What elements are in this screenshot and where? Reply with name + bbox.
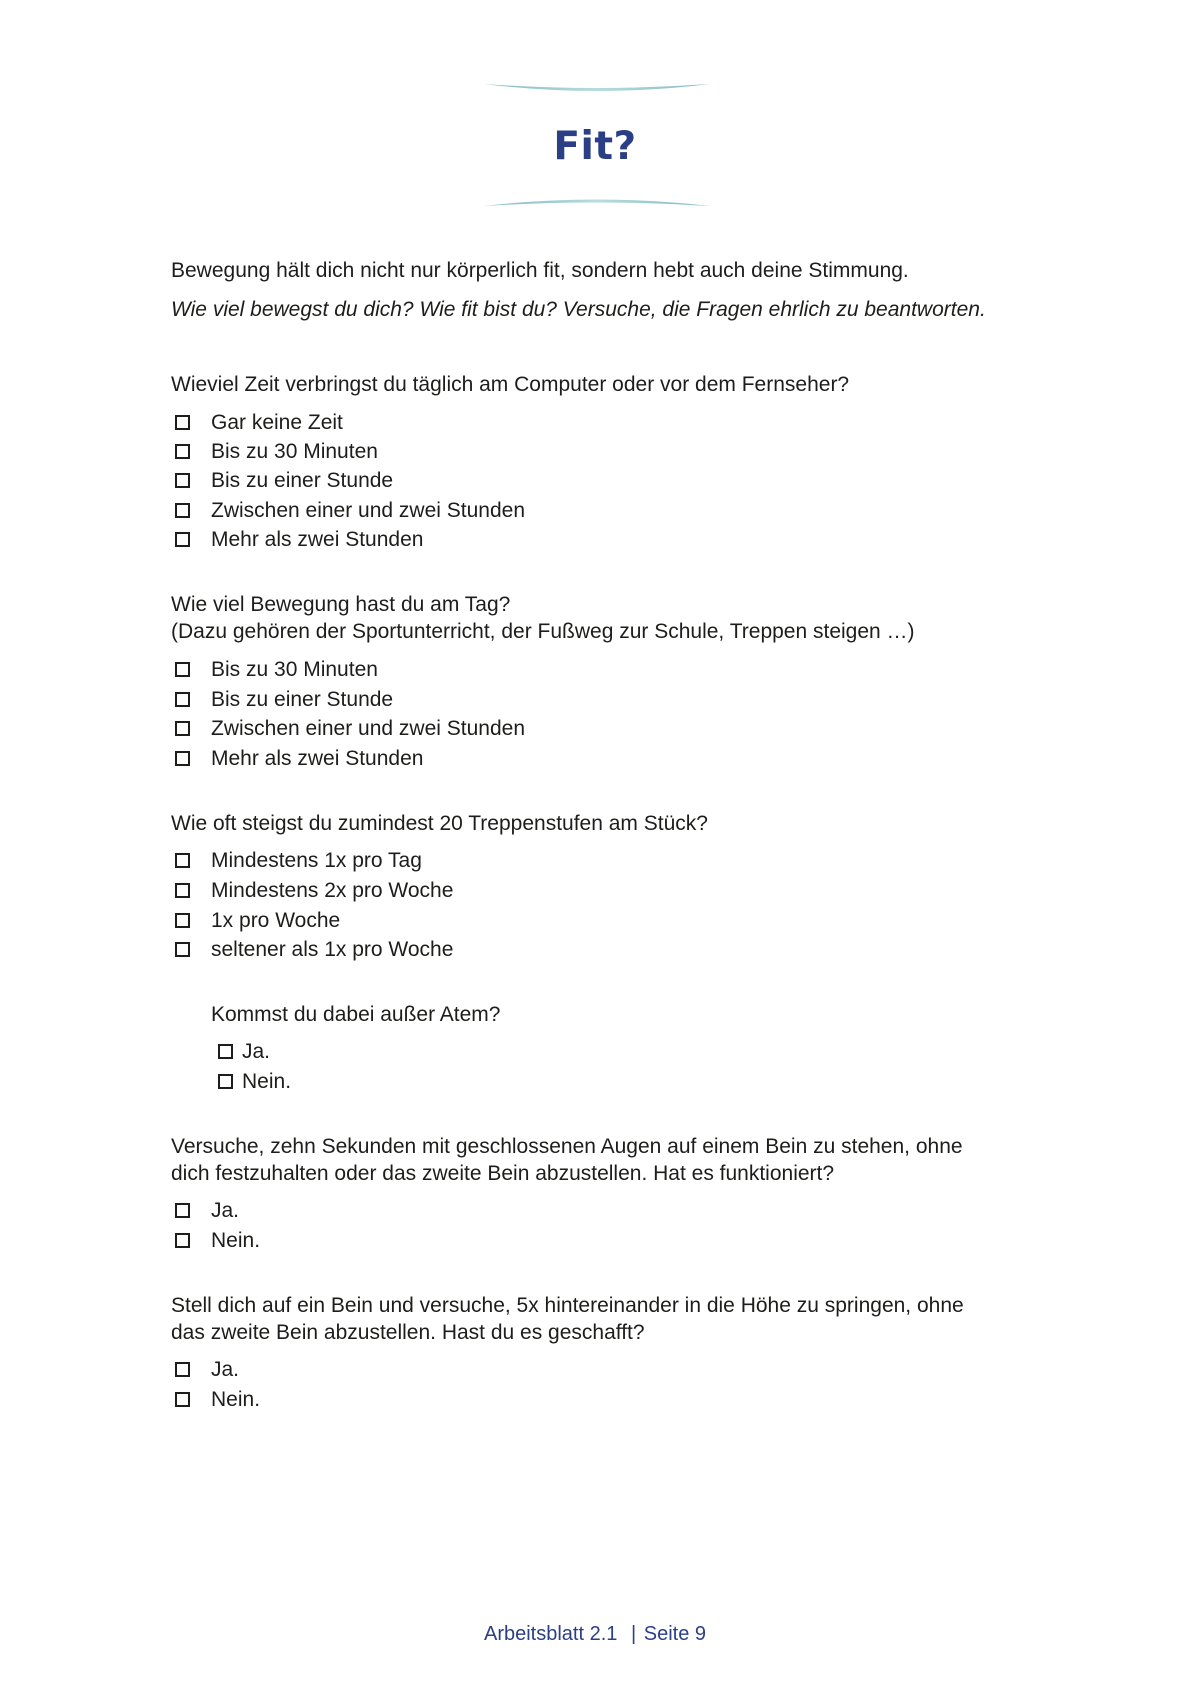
page-number: Seite 9 [643, 1623, 706, 1645]
option-label: seltener als 1x pro Woche [211, 938, 454, 961]
question-2-note: (Dazu gehören der Sportunterricht, der Fußweg zur Schule, Treppen steigen …) [171, 620, 915, 643]
top-decoration-curve [484, 82, 710, 98]
question-5-text-line2: das zweite Bein abzustellen. Hast du es geschafft? [171, 1321, 645, 1344]
option-label: Ja. [242, 1040, 271, 1063]
option-label: Mehr als zwei Stunden [211, 528, 424, 551]
checkbox[interactable] [175, 721, 190, 736]
option-label: Mehr als zwei Stunden [211, 747, 424, 770]
checkbox[interactable] [175, 1233, 190, 1248]
worksheet-label: Arbeitsblatt 2.1 [483, 1623, 618, 1645]
option-label: Ja. [211, 1199, 240, 1222]
checkbox[interactable] [175, 503, 190, 518]
question-2-text: Wie viel Bewegung hast du am Tag? [171, 593, 511, 616]
option-label: Nein. [242, 1070, 292, 1093]
option-label: Bis zu 30 Minuten [211, 440, 378, 463]
option-label: Mindestens 2x pro Woche [211, 879, 454, 902]
option-label: Zwischen einer und zwei Stunden [211, 499, 526, 522]
footer-separator: | [630, 1623, 637, 1645]
option-label: Bis zu einer Stunde [211, 688, 394, 711]
question-5-text-line1: Stell dich auf ein Bein und versuche, 5x hintereinander in die Höhe zu springen, ohne [171, 1294, 964, 1317]
checkbox[interactable] [218, 1044, 233, 1059]
checkbox[interactable] [175, 444, 190, 459]
option-label: Ja. [211, 1358, 240, 1381]
option-label: Nein. [211, 1388, 261, 1411]
intro-instruction: Wie viel bewegst du dich? Wie fit bist du? Versuche, die Fragen ehrlich zu beantworten. [171, 298, 986, 321]
checkbox[interactable] [175, 692, 190, 707]
checkbox[interactable] [175, 415, 190, 430]
checkbox[interactable] [175, 532, 190, 547]
option-label: Mindestens 1x pro Tag [211, 849, 422, 872]
question-1-text: Wieviel Zeit verbringst du täglich am Computer oder vor dem Fernseher? [171, 373, 850, 396]
question-3-sub-text: Kommst du dabei außer Atem? [211, 1003, 501, 1026]
question-4-text-line2: dich festzuhalten oder das zweite Bein abzustellen. Hat es funktioniert? [171, 1162, 835, 1185]
checkbox[interactable] [175, 942, 190, 957]
option-label: Bis zu einer Stunde [211, 469, 394, 492]
option-label: Zwischen einer und zwei Stunden [211, 717, 526, 740]
checkbox[interactable] [175, 853, 190, 868]
checkbox[interactable] [175, 1203, 190, 1218]
option-label: Nein. [211, 1229, 261, 1252]
option-label: 1x pro Woche [211, 909, 341, 932]
checkbox[interactable] [175, 473, 190, 488]
checkbox[interactable] [175, 913, 190, 928]
page-title: Fit? [553, 124, 637, 169]
checkbox[interactable] [175, 1392, 190, 1407]
question-3-text: Wie oft steigst du zumindest 20 Treppenstufen am Stück? [171, 812, 708, 835]
checkbox[interactable] [175, 1362, 190, 1377]
checkbox[interactable] [175, 883, 190, 898]
question-4-text-line1: Versuche, zehn Sekunden mit geschlossenen Augen auf einem Bein zu stehen, ohne [171, 1135, 963, 1158]
page-footer [0, 1623, 1190, 1646]
intro-text: Bewegung hält dich nicht nur körperlich fit, sondern hebt auch deine Stimmung. [171, 259, 909, 282]
checkbox[interactable] [175, 662, 190, 677]
bottom-decoration-curve [484, 193, 710, 209]
checkbox[interactable] [175, 751, 190, 766]
option-label: Bis zu 30 Minuten [211, 658, 378, 681]
checkbox[interactable] [218, 1074, 233, 1089]
option-label: Gar keine Zeit [211, 411, 343, 434]
